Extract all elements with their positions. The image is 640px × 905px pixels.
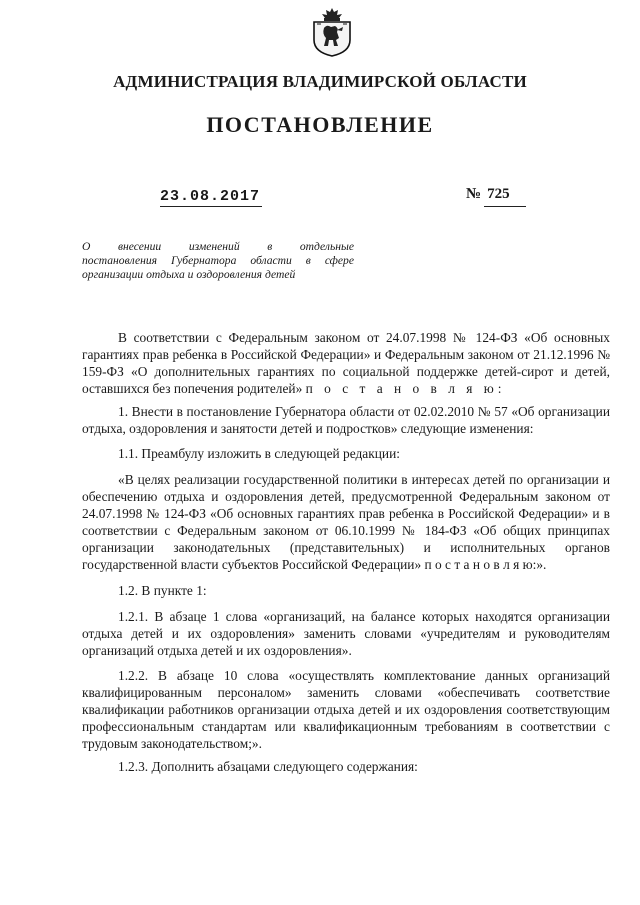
- decree-word: п о с т а н о в л я ю:: [305, 380, 506, 396]
- item-1-1: 1.1. Преамбулу изложить в следующей редакции:: [118, 446, 400, 462]
- quote-end: п о с т а н о в л я ю:».: [424, 556, 547, 572]
- document-date: 23.08.2017: [160, 188, 261, 205]
- number-value: 725: [487, 186, 510, 202]
- number-sign: №: [466, 186, 482, 202]
- document-number: [466, 186, 510, 203]
- quoted-preamble: [82, 472, 610, 573]
- document-type-title: ПОСТАНОВЛЕНИЕ: [206, 112, 434, 137]
- preamble-text: В соответствии с Федеральным законом от 24.07.1998 № 124-ФЗ «Об основных гарантиях прав ребенка в Российской Федерации» и Федеральным законом от 21.12.1996 № 159-ФЗ «О дополнительных гарантиях по социальной поддержке детей-сирот и детей, оставшихся без попечения родителей»: [82, 330, 610, 396]
- item-1-2: 1.2. В пункте 1:: [118, 582, 207, 598]
- coat-of-arms-icon: [311, 6, 353, 58]
- subject-line-1: О внесении изменений в отдельные: [82, 240, 354, 253]
- number-underline: [484, 206, 526, 207]
- date-underline: [160, 206, 262, 207]
- preamble-paragraph: [82, 330, 610, 398]
- item-1-2-1: 1.2.1. В абзаце 1 слова «организаций, на балансе которых находятся организации отдыха детей и их оздоровления» заменить словами «учредителям и руководителям организаций отдыха детей и их оздоровления».: [82, 608, 610, 658]
- subject-rest: постановления Губернатора области в сфере организации отдыха и оздоровления детей: [82, 254, 354, 281]
- document-subject: [82, 240, 354, 282]
- document-body: [82, 330, 610, 776]
- item-1: 1. Внести в постановление Губернатора области от 02.02.2010 № 57 «Об организации отдыха, оздоровления и занятости детей и подростков» следующие изменения:: [82, 403, 610, 436]
- organization-name: АДМИНИСТРАЦИЯ ВЛАДИМИРСКОЙ ОБЛАСТИ: [113, 72, 527, 91]
- quote-text: «В целях реализации государственной политики в интересах детей по организации и обеспечению отдыха и оздоровления детей, предусмотренной Федеральным законом от 24.07.1998 № 124-ФЗ «Об основных гарантиях прав ребенка в Российской Федерации» и в соответствии с Федеральным законом от 06.10.1999 № 184-ФЗ «Об общих принципах организации законодательных (представительных) и исполнительных органов государственной власти субъектов Российской Федерации»: [82, 472, 610, 572]
- item-1-2-2: 1.2.2. В абзаце 10 слова «осуществлять комплектование данных организаций квалифицированным персоналом» заменить словами «обеспечивать соответствие квалификации работников организации отдыха детей и их оздоровления соответствующим профессиональным стандартам или квалификационным требованиям в соответствии с трудовым законодательством;».: [82, 668, 610, 752]
- item-1-2-3: 1.2.3. Дополнить абзацами следующего содержания:: [118, 758, 418, 774]
